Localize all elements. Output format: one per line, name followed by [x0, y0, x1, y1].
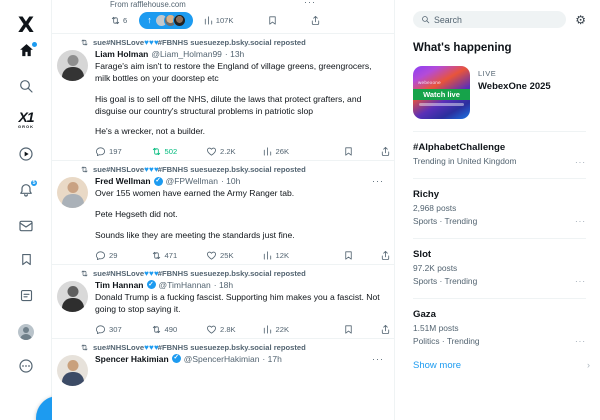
more-circle-icon: [18, 358, 34, 374]
post-source-link[interactable]: From rafflehouse.com: [110, 0, 186, 9]
trend-title[interactable]: Gaza: [413, 309, 436, 320]
reply-button[interactable]: [95, 324, 151, 335]
post-truncated-top[interactable]: [52, 0, 394, 33]
share-icon: [380, 324, 391, 335]
trend-more-button[interactable]: ···: [575, 217, 586, 226]
author-name[interactable]: Tim Hannan: [95, 279, 144, 290]
trend-more-button[interactable]: ···: [575, 337, 586, 346]
envelope-icon: [18, 218, 34, 234]
repost-count: 471: [164, 250, 178, 260]
nav-home[interactable]: [0, 42, 52, 59]
views-button[interactable]: [262, 324, 318, 335]
heart-icon: [206, 146, 217, 157]
trend-title[interactable]: Slot: [413, 249, 432, 260]
repost-icon: [80, 343, 89, 352]
arrow-up-icon: ↑: [147, 15, 152, 25]
reposter-name: sue#NHSLove♥ ♥ ♥#FBNHS suesuezep.bsky.social reposted: [93, 268, 306, 278]
right-sidebar: [396, 0, 600, 420]
post-header: [95, 49, 386, 59]
trend-title[interactable]: Richy: [413, 189, 440, 200]
trend-more-button[interactable]: ···: [575, 277, 586, 286]
nav-more[interactable]: [0, 358, 52, 374]
post-text: Farage's aim isn't to restore the England of village greens, greengrocers, milk bottles on your doorstep etc: [95, 61, 372, 83]
reply-count: 197: [109, 147, 122, 157]
verified-badge-icon: ✓: [155, 177, 161, 185]
nav-messages[interactable]: [0, 218, 52, 234]
nav-grok[interactable]: [0, 110, 52, 129]
post-text: Sounds like they are meeting the standards just fine.: [95, 230, 295, 241]
reply-count: 307: [109, 324, 122, 334]
timeline-feed: [52, 0, 395, 420]
share-button[interactable]: [310, 15, 321, 26]
search-icon: [18, 78, 34, 94]
bookmark-icon: [267, 15, 278, 26]
trend-slot[interactable]: [413, 249, 586, 286]
post-timestamp: · 10h: [220, 176, 241, 187]
share-button[interactable]: [380, 250, 391, 261]
like-reaction-pill[interactable]: [139, 12, 193, 29]
heart-icon: [206, 324, 217, 335]
views-button[interactable]: [203, 15, 234, 26]
avatar[interactable]: [57, 177, 88, 208]
repost-icon: [80, 269, 89, 278]
thumbnail-brand-text: webexone: [418, 80, 441, 85]
views-button[interactable]: [262, 250, 318, 261]
x-logo[interactable]: [0, 13, 52, 37]
bookmark-button[interactable]: [343, 146, 354, 157]
reply-button[interactable]: [95, 250, 151, 261]
search-placeholder: Search: [434, 14, 462, 25]
like-button[interactable]: [206, 250, 262, 261]
x-logo-icon: X: [17, 13, 35, 37]
reply-icon: [95, 250, 106, 261]
reposter-name: sue#NHSLove♥ ♥ ♥#FBNHS suesuezep.bsky.social reposted: [93, 342, 306, 352]
share-icon: [310, 15, 321, 26]
panel-divider: [413, 298, 586, 299]
post-action-bar: [95, 146, 391, 157]
author-handle[interactable]: @Liam_Holman99: [151, 49, 222, 59]
blue-hearts: ♥ ♥ ♥: [144, 268, 158, 278]
views-count: 22K: [275, 324, 290, 334]
post-liam-holman[interactable]: [52, 34, 394, 160]
analytics-icon: [262, 146, 273, 157]
repost-count: 490: [164, 324, 178, 334]
bookmark-icon: [343, 146, 354, 157]
avatar[interactable]: [57, 281, 88, 312]
post-more-button[interactable]: ···: [372, 176, 384, 187]
like-button[interactable]: [206, 146, 262, 157]
analytics-icon: [262, 324, 273, 335]
share-button[interactable]: [380, 324, 391, 335]
nav-lists[interactable]: [0, 288, 52, 303]
like-count: 2.8K: [220, 324, 236, 334]
trend-meta: Trending in United Kingdom: [413, 156, 517, 166]
repost-icon: [151, 146, 162, 157]
post-action-bar: [110, 10, 380, 30]
panel-divider: [413, 238, 586, 239]
repost-count: 502: [164, 147, 178, 157]
nav-videos[interactable]: [0, 146, 52, 162]
share-button[interactable]: [380, 146, 391, 157]
repost-header[interactable]: [80, 38, 386, 47]
trend-post-count: 97.2K posts: [413, 263, 458, 273]
verified-badge-icon: ✓: [148, 280, 154, 288]
post-more-button[interactable]: ···: [372, 353, 384, 364]
watch-live-banner: Watch live: [413, 89, 470, 100]
nav-profile[interactable]: [0, 324, 52, 340]
thumbnail-subtext: [419, 103, 464, 106]
bookmark-button[interactable]: [343, 250, 354, 261]
analytics-icon: [262, 250, 273, 261]
repost-header[interactable]: [80, 343, 386, 352]
live-event-title: WebexOne 2025: [478, 81, 551, 92]
post-more-button[interactable]: ···: [304, 0, 316, 7]
trend-post-count: 1.51M posts: [413, 323, 459, 333]
timeline-settings-button[interactable]: ⚙: [575, 12, 586, 27]
trend-title[interactable]: #AlphabetChallenge: [413, 142, 506, 153]
repost-header[interactable]: [80, 165, 386, 174]
chevron-right-icon: ›: [587, 360, 590, 370]
panel-divider: [413, 178, 586, 179]
views-count: 12K: [275, 250, 290, 260]
author-name[interactable]: Spencer Hakimian: [95, 353, 169, 364]
trend-meta: Politics · Trending: [413, 336, 480, 346]
repost-count: 6: [123, 15, 128, 25]
post-header: [95, 176, 386, 186]
reposter-name: sue#NHSLove♥ ♥ ♥#FBNHS suesuezep.bsky.social reposted: [93, 165, 306, 175]
post-text: His goal is to sell off the NHS, dilute the laws that protect grafters, and disguise our country's structural problems in patriotic slop: [95, 93, 362, 116]
reply-button[interactable]: [95, 146, 151, 157]
blue-hearts: ♥ ♥ ♥: [144, 38, 158, 47]
repost-icon: [110, 15, 121, 26]
trend-meta: Sports · Trending: [413, 276, 478, 286]
avatar[interactable]: [57, 50, 88, 81]
post-timestamp: · 17h: [262, 353, 282, 364]
share-icon: [380, 146, 391, 157]
author-name[interactable]: Liam Holman: [95, 49, 149, 59]
post-text: He's a wrecker, not a builder.: [95, 126, 206, 137]
post-fred-wellman[interactable]: [52, 161, 394, 264]
trend-richy[interactable]: [413, 189, 586, 226]
post-text: Pete Hegseth did not.: [95, 209, 178, 220]
live-badge: LIVE: [478, 69, 497, 78]
bookmark-icon: [343, 250, 354, 261]
like-count: 2.2K: [220, 147, 236, 157]
repost-button[interactable]: [151, 324, 207, 335]
trend-gaza[interactable]: [413, 309, 586, 346]
nav-bookmarks[interactable]: [0, 252, 52, 267]
post-timestamp: · 18h: [213, 279, 234, 290]
trend-meta: Sports · Trending: [413, 216, 478, 226]
bookmark-button[interactable]: [343, 324, 354, 335]
post-text: Over 155 women have earned the Army Ranger tab.: [95, 188, 295, 199]
home-unread-dot: [32, 42, 37, 47]
like-button[interactable]: [206, 324, 262, 335]
repost-icon: [151, 250, 162, 261]
nav-explore[interactable]: [0, 78, 52, 94]
views-count: 107K: [215, 15, 234, 25]
author-name[interactable]: Fred Wellman: [95, 176, 151, 187]
views-button[interactable]: [262, 146, 318, 157]
post-header: [95, 354, 386, 364]
live-event-thumbnail: [413, 66, 470, 119]
repost-button[interactable]: [110, 15, 127, 26]
repost-icon: [80, 38, 89, 47]
reply-count: 29: [109, 250, 118, 260]
reply-icon: [95, 146, 106, 157]
post-text: Donald Trump is a fucking fascist. Supporting him makes you a fascist. Not going to stop saying it.: [95, 291, 380, 314]
analytics-icon: [203, 15, 214, 26]
bookmark-icon: [19, 252, 34, 267]
repost-button[interactable]: [151, 250, 207, 261]
show-more-link[interactable]: Show more ›: [413, 360, 590, 371]
search-icon: [421, 15, 430, 24]
panel-divider: [413, 131, 586, 132]
repost-icon: [80, 165, 89, 174]
notifications-badge: 5: [30, 179, 38, 187]
post-spencer-hakimian[interactable]: [52, 339, 394, 389]
share-icon: [380, 250, 391, 261]
verified-badge-icon: ✓: [173, 354, 179, 362]
post-header: [95, 280, 386, 290]
views-count: 26K: [275, 147, 290, 157]
reactor-avatar: [173, 14, 186, 27]
author-handle[interactable]: @FPWellman: [165, 176, 218, 187]
lists-icon: [19, 288, 34, 303]
repost-header[interactable]: [80, 269, 386, 278]
trend-post-count: 2,968 posts: [413, 203, 457, 213]
author-handle[interactable]: @SpencerHakimian: [183, 353, 260, 364]
avatar[interactable]: [57, 355, 88, 386]
search-input[interactable]: [413, 11, 566, 28]
post-action-bar: [95, 324, 391, 335]
left-nav-rail: [0, 0, 52, 420]
blue-hearts: ♥ ♥ ♥: [144, 342, 158, 352]
whats-happening-title: What's happening: [413, 42, 512, 54]
repost-button-active[interactable]: [151, 146, 207, 157]
nav-notifications[interactable]: [0, 182, 52, 198]
blue-hearts: ♥ ♥ ♥: [144, 165, 158, 175]
like-count: 25K: [220, 250, 234, 260]
repost-icon: [151, 324, 162, 335]
grok-icon: X1 GROK: [18, 109, 34, 129]
post-tim-hannan[interactable]: [52, 265, 394, 338]
bookmark-icon: [343, 324, 354, 335]
heart-icon: [206, 250, 217, 261]
play-circle-icon: [18, 146, 34, 162]
trend-alphabetchallenge[interactable]: [413, 142, 586, 166]
reply-icon: [95, 324, 106, 335]
profile-avatar-icon: [18, 324, 34, 340]
live-event-card[interactable]: [413, 66, 586, 119]
bookmark-button[interactable]: [267, 15, 278, 26]
post-action-bar: [95, 250, 391, 261]
trend-more-button[interactable]: ···: [575, 158, 586, 167]
reposter-name: sue#NHSLove♥ ♥ ♥#FBNHS suesuezep.bsky.social reposted: [93, 38, 306, 47]
author-handle[interactable]: @TimHannan: [158, 279, 211, 290]
post-timestamp: · 13h: [224, 49, 245, 59]
